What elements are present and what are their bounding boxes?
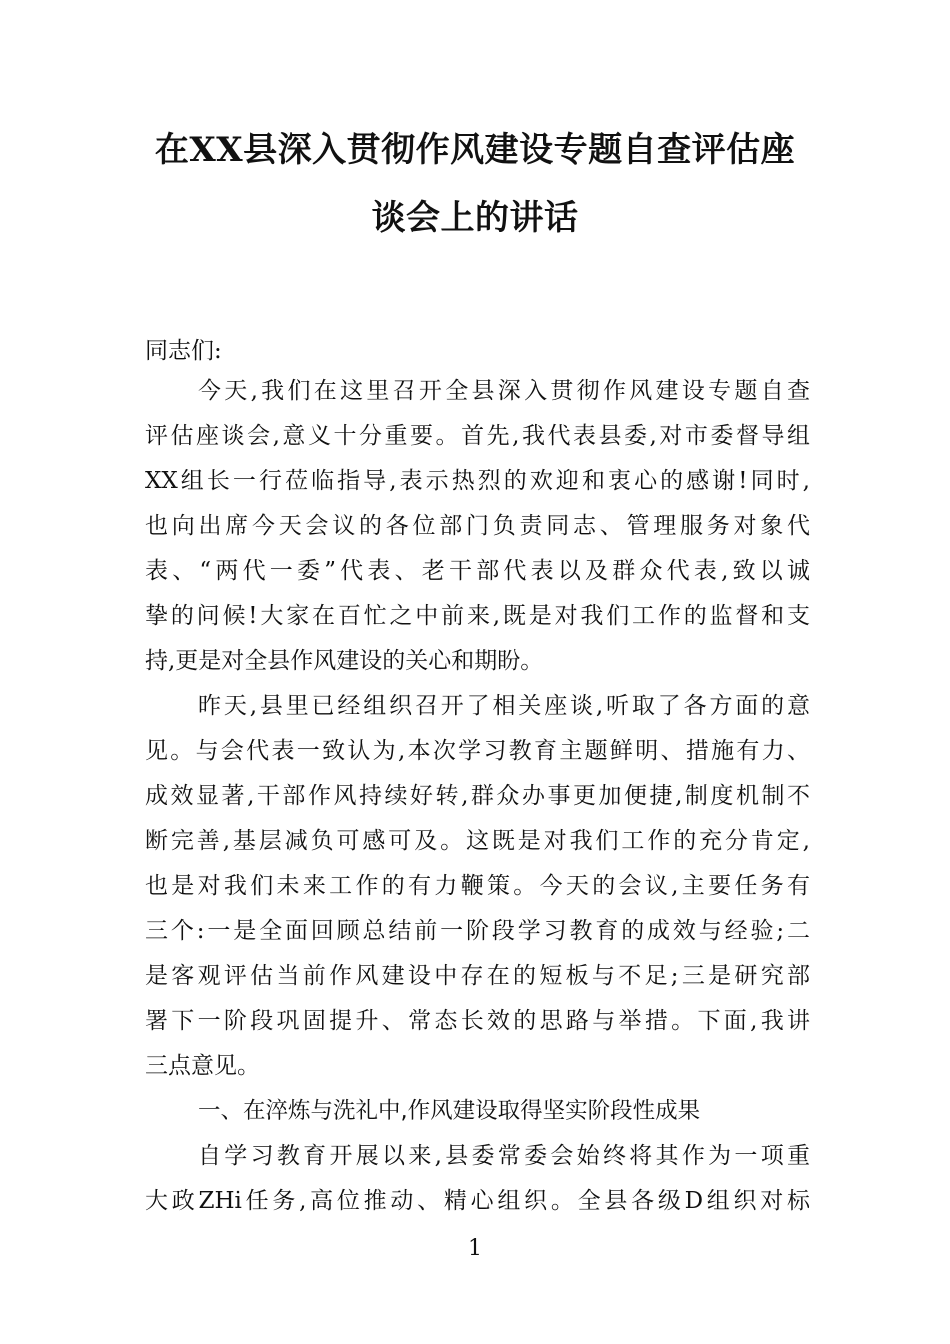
paragraph-2-line: 是客观评估当前作风建设中存在的短板与不足;三是研究部	[145, 963, 810, 989]
paragraph-2-line: 署下一阶段巩固提升、常态长效的思路与举措。下面,我讲	[145, 1008, 810, 1034]
page-number: 1	[468, 1236, 482, 1261]
document-title-line-2: 谈会上的讲话	[371, 198, 579, 238]
paragraph-2-line: 见。与会代表一致认为,本次学习教育主题鲜明、措施有力、	[145, 738, 810, 764]
salutation: 同志们:	[145, 338, 222, 364]
section-1-heading: 一、在淬炼与洗礼中,作风建设取得坚实阶段性成果	[198, 1098, 701, 1124]
paragraph-1-line: 持,更是对全县作风建设的关心和期盼。	[145, 648, 544, 674]
paragraph-2-line: 昨天,县里已经组织召开了相关座谈,听取了各方面的意	[198, 693, 810, 719]
paragraph-2-line: 成效显著,干部作风持续好转,群众办事更加便捷,制度机制不	[145, 783, 810, 809]
paragraph-3-line: 自学习教育开展以来,县委常委会始终将其作为一项重	[198, 1143, 810, 1169]
paragraph-2-line: 也是对我们未来工作的有力鞭策。今天的会议,主要任务有	[145, 873, 810, 899]
paragraph-1-line: 表、“两代一委”代表、老干部代表以及群众代表,致以诚	[145, 558, 810, 584]
paragraph-1-line: 评估座谈会,意义十分重要。首先,我代表县委,对市委督导组	[145, 423, 810, 449]
paragraph-1-line: 挚的问候!大家在百忙之中前来,既是对我们工作的监督和支	[145, 603, 810, 629]
paragraph-3-line: 大政ZHi任务,高位推动、精心组织。全县各级D组织对标	[145, 1188, 810, 1214]
paragraph-1-line: XX组长一行莅临指导,表示热烈的欢迎和衷心的感谢!同时,	[145, 468, 810, 494]
paragraph-2-line: 三点意见。	[145, 1053, 260, 1079]
paragraph-1-line: 今天,我们在这里召开全县深入贯彻作风建设专题自查	[198, 378, 810, 404]
paragraph-1-line: 也向出席今天会议的各位部门负责同志、管理服务对象代	[145, 513, 810, 539]
paragraph-2-line: 三个:一是全面回顾总结前一阶段学习教育的成效与经验;二	[145, 918, 810, 944]
paragraph-2-line: 断完善,基层减负可感可及。这既是对我们工作的充分肯定,	[145, 828, 810, 854]
document-title-line-1: 在XX县深入贯彻作风建设专题自查评估座	[154, 130, 796, 170]
